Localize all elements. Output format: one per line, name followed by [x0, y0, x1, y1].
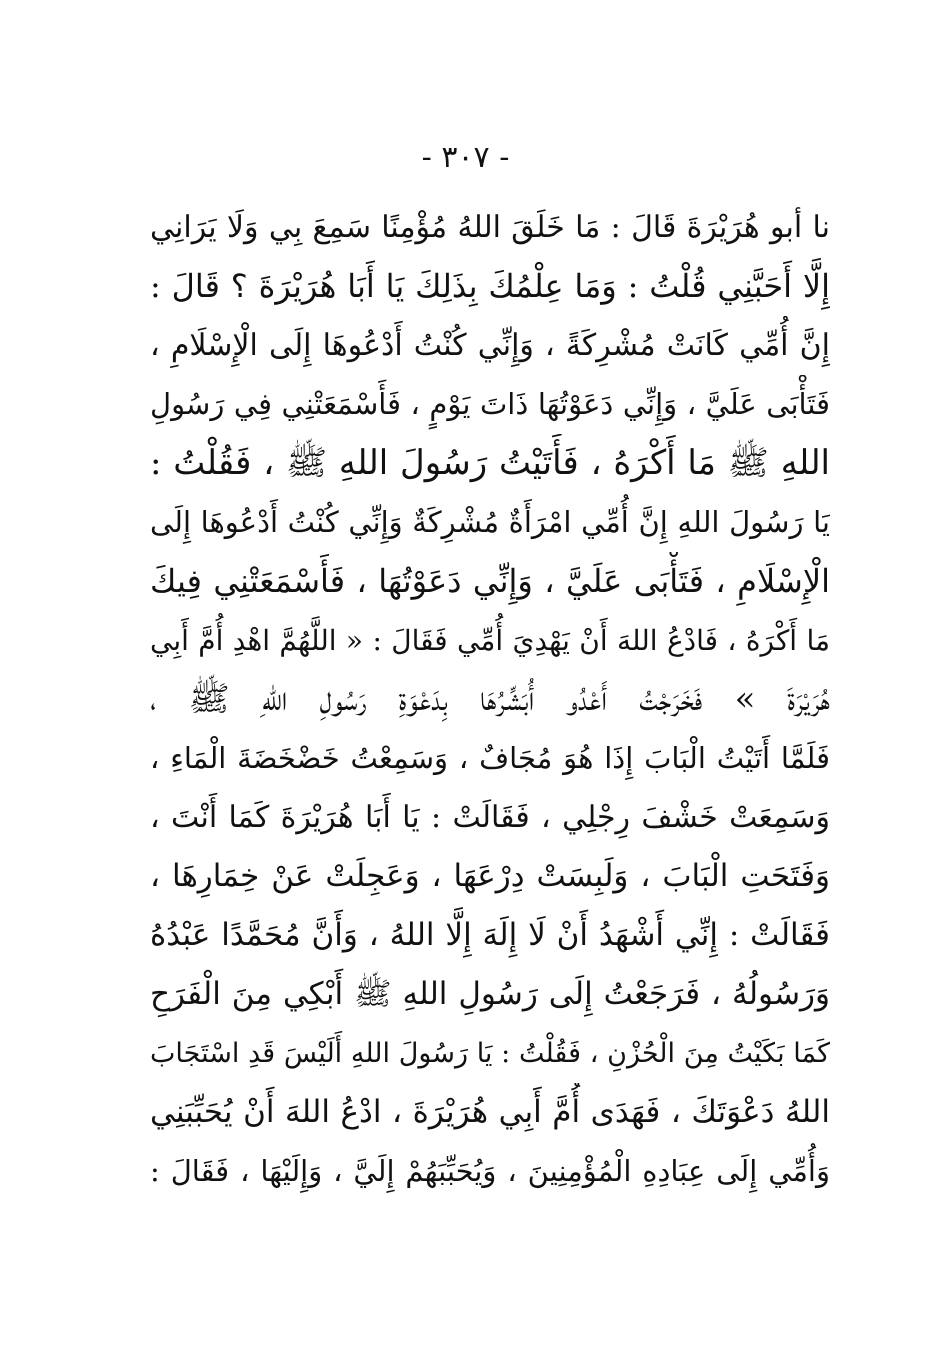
text-line: فَتَأْبَى عَلَيَّ ، وَإِنِّي دَعَوْتُهَا ذَاتَ يَوْمٍ ، فَأَسْمَعَتْنِي فِي رَسُولِ — [150, 387, 830, 421]
text-line: اللهُ دَعْوَتَكَ ، فَهَدَى أُمَّ أَبِي هُرَيْرَةَ ، ادْعُ اللهَ أَنْ يُحَبِّبَنِي — [150, 1094, 830, 1130]
text-line: وَرَسُولُهُ ، فَرَجَعْتُ إِلَى رَسُولِ اللهِ ﷺ أَبْكِي مِنَ الْفَرَحِ — [150, 976, 830, 1012]
text-line: يَا رَسُولَ اللهِ إِنَّ أُمِّي امْرَأَةٌ مُشْرِكَةٌ وَإِنِّي كُنْتُ أَدْعُوهَا إِلَى — [150, 505, 830, 539]
text-line: وَأُمِّي إِلَى عِبَادِهِ الْمُؤْمِنِينَ ، وَيُحَبِّبَهُمْ إِلَيَّ ، وَإِلَيْهَا ، فَقَالَ : — [150, 1154, 830, 1188]
text-line: إِنَّ أُمِّي كَانَتْ مُشْرِكَةً ، وَإِنِّي كُنْتُ أَدْعُوهَا إِلَى الْإِسْلَامِ ، — [150, 328, 830, 363]
text-line: وَسَمِعَتْ خَشْفَ رِجْلِي ، فَقَالَتْ : يَا أَبَا هُرَيْرَةَ كَمَا أَنْتَ ، — [150, 800, 830, 835]
text-line: إِلَّا أَحَبَّنِي قُلْتُ : وَمَا عِلْمُكَ بِذَلِكَ يَا أَبَا هُرَيْرَةَ ؟ قَالَ : — [150, 267, 830, 305]
text-line: الْإِسْلَامِ ، فَتَأْبَى عَلَيَّ ، وَإِنِّي دَعَوْتُهَا ، فَأَسْمَعَتْنِي فِيكَ — [150, 562, 830, 600]
text-line: وَفَتَحَتِ الْبَابَ ، وَلَبِسَتْ دِرْعَهَا ، وَعَجِلَتْ عَنْ خِمَارِهَا ، — [150, 858, 830, 894]
text-line: نا أبو هُرَيْرَةَ قَالَ : مَا خَلَقَ اللهُ مُؤْمِنًا سَمِعَ بِي وَلَا يَرَانِي — [150, 210, 830, 245]
page-body-text — [150, 198, 830, 1201]
text-line: فَلَمَّا أَتَيْتُ الْبَابَ إِذَا هُوَ مُجَافٌ ، وَسَمِعْتُ خَضْخَضَةَ الْمَاءِ ، — [150, 741, 830, 775]
text-line: مَا أَكْرَهُ ، فَادْعُ اللهَ أَنْ يَهْدِيَ أُمِّي فَقَالَ : « اللَّهُمَّ اهْدِ أُمَّ أَبِي — [150, 624, 830, 657]
text-line: كَمَا بَكَيْتُ مِنَ الْحُزْنِ ، فَقُلْتُ : يَا رَسُولَ اللهِ أَلَيْسَ قَدِ اسْتَجَابَ — [150, 1038, 830, 1069]
text-line: هُرَيْرَةَ » فَخَرَجْتُ أَعْدُو أُبَشِّرُهَا بِدَعْوَةِ رَسُولِ اللهِ ﷺ ، — [150, 679, 830, 719]
text-line: اللهِ ﷺ مَا أَكْرَهُ ، فَأَتَيْتُ رَسُولَ اللهِ ﷺ ، فَقُلْتُ : — [150, 443, 830, 483]
page-number: - ٣٠٧ - — [421, 140, 510, 175]
text-line: فَقَالَتْ : إِنِّي أَشْهَدُ أَنْ لَا إِلَهَ إِلَّا اللهُ ، وَأَنَّ مُحَمَّدًا عَبْدُهُ — [150, 917, 830, 953]
